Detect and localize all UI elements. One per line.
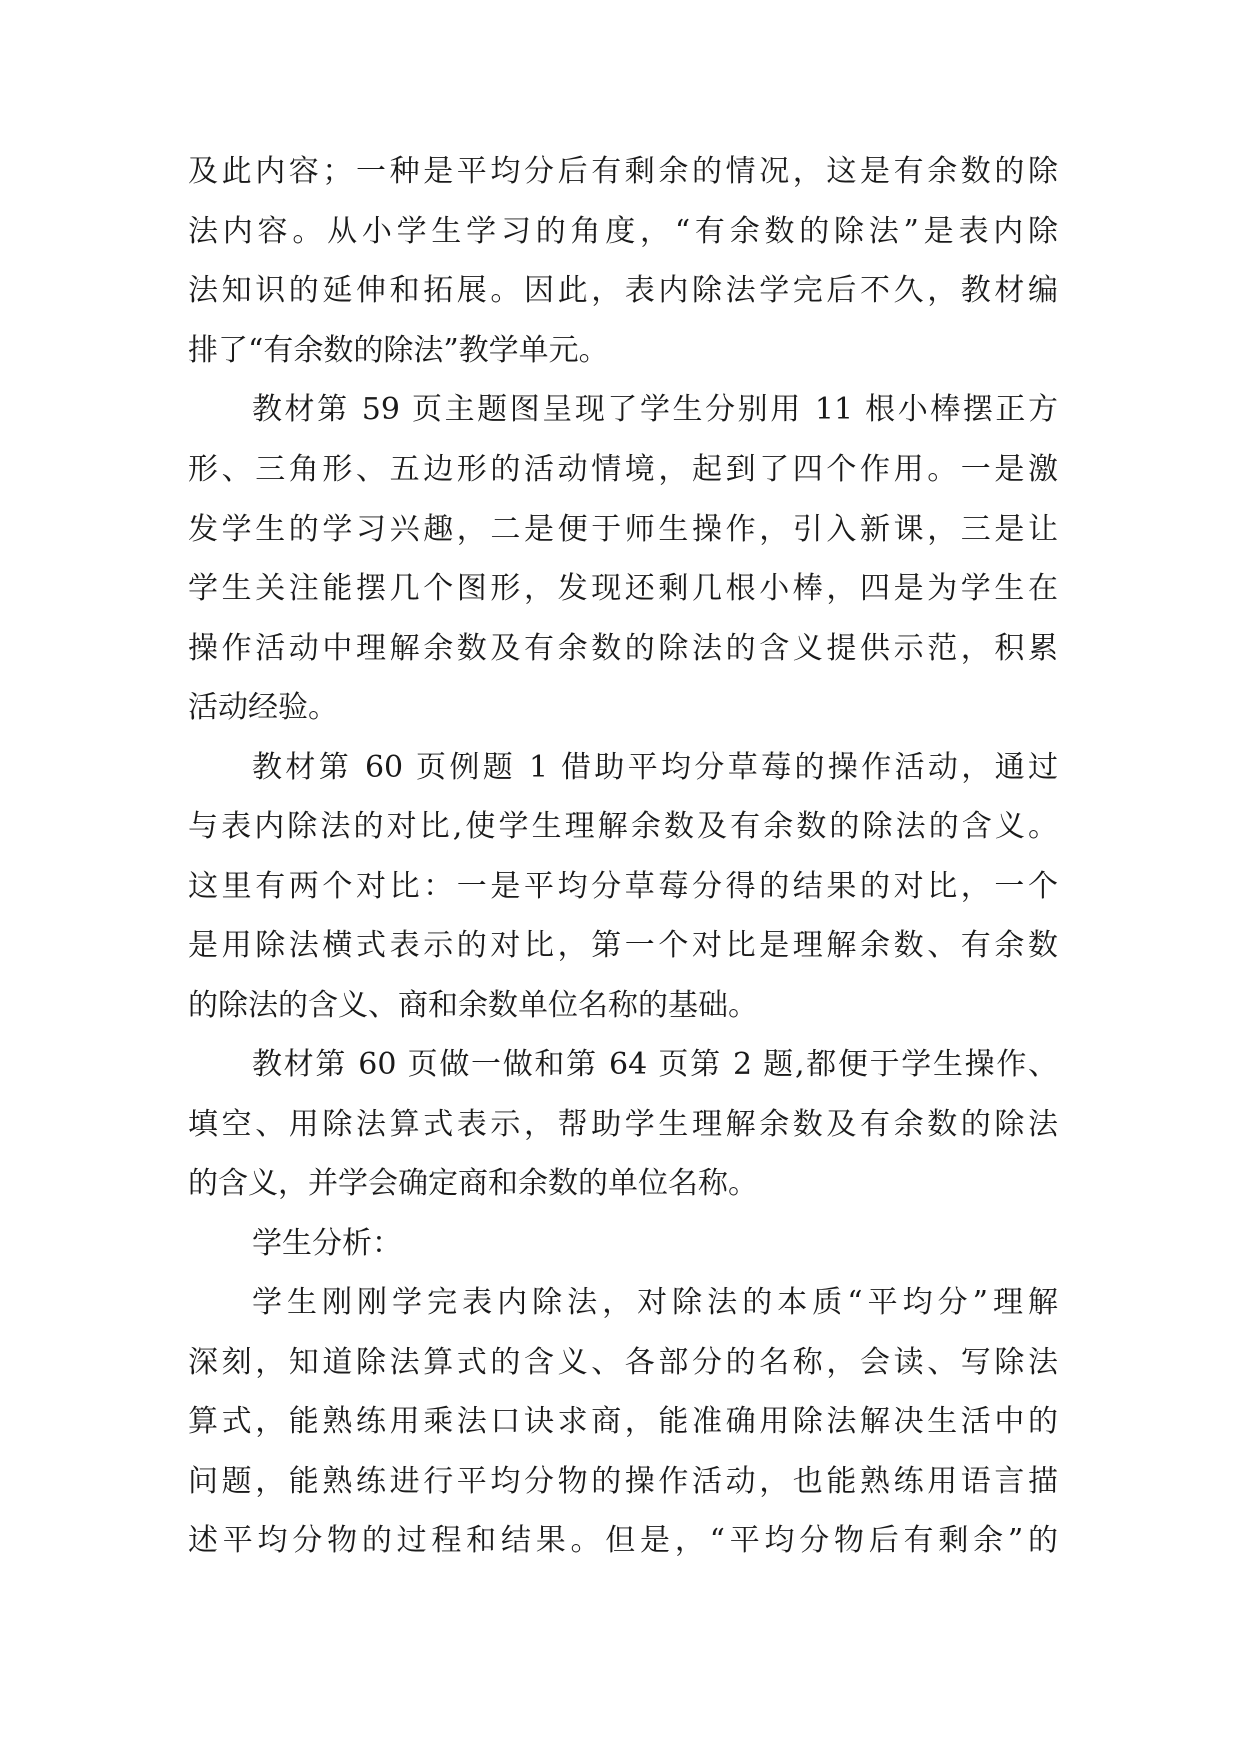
- text-line: 活动经验。: [188, 690, 338, 725]
- text-line: 的含义，并学会确定商和余数的单位名称。: [188, 1166, 758, 1201]
- paragraph-first-line: 教材第 60 页例题 1 借助平均分草莓的操作活动，通过: [252, 750, 1058, 785]
- text-line: 深刻，知道除法算式的含义、各部分的名称，会读、写除法: [188, 1345, 1058, 1380]
- paragraph-first-line: 学生刚刚学完表内除法，对除法的本质“平均分”理解: [252, 1285, 1058, 1320]
- text-line: 填空、用除法算式表示，帮助学生理解余数及有余数的除法: [188, 1107, 1058, 1142]
- text-line: 的除法的含义、商和余数单位名称的基础。: [188, 988, 758, 1023]
- text-line: 法知识的延伸和拓展。因此，表内除法学完后不久，教材编: [188, 273, 1058, 308]
- paragraph-first-line: 教材第 60 页做一做和第 64 页第 2 题,都便于学生操作、: [252, 1047, 1058, 1082]
- paragraph-first-line: 教材第 59 页主题图呈现了学生分别用 11 根小棒摆正方: [252, 392, 1058, 427]
- text-line: 学生关注能摆几个图形，发现还剩几根小棒，四是为学生在: [188, 571, 1058, 606]
- section-heading: 学生分析：: [252, 1226, 402, 1261]
- text-line: 发学生的学习兴趣，二是便于师生操作，引入新课，三是让: [188, 512, 1058, 547]
- text-line: 问题，能熟练进行平均分物的操作活动，也能熟练用语言描: [188, 1464, 1058, 1499]
- text-line: 排了“有余数的除法”教学单元。: [188, 333, 609, 368]
- text-line: 是用除法横式表示的对比，第一个对比是理解余数、有余数: [188, 928, 1058, 963]
- text-line: 这里有两个对比：一是平均分草莓分得的结果的对比，一个: [188, 869, 1058, 904]
- text-line: 形、三角形、五边形的活动情境，起到了四个作用。一是激: [188, 452, 1058, 487]
- text-line: 法内容。从小学生学习的角度，“有余数的除法”是表内除: [188, 214, 1058, 249]
- text-line: 与表内除法的对比,使学生理解余数及有余数的除法的含义。: [188, 809, 1058, 844]
- text-line: 及此内容；一种是平均分后有剩余的情况，这是有余数的除: [188, 154, 1058, 189]
- text-line: 算式，能熟练用乘法口诀求商，能准确用除法解决生活中的: [188, 1404, 1058, 1439]
- text-line: 述平均分物的过程和结果。但是，“平均分物后有剩余”的: [188, 1523, 1058, 1558]
- text-line: 操作活动中理解余数及有余数的除法的含义提供示范，积累: [188, 631, 1058, 666]
